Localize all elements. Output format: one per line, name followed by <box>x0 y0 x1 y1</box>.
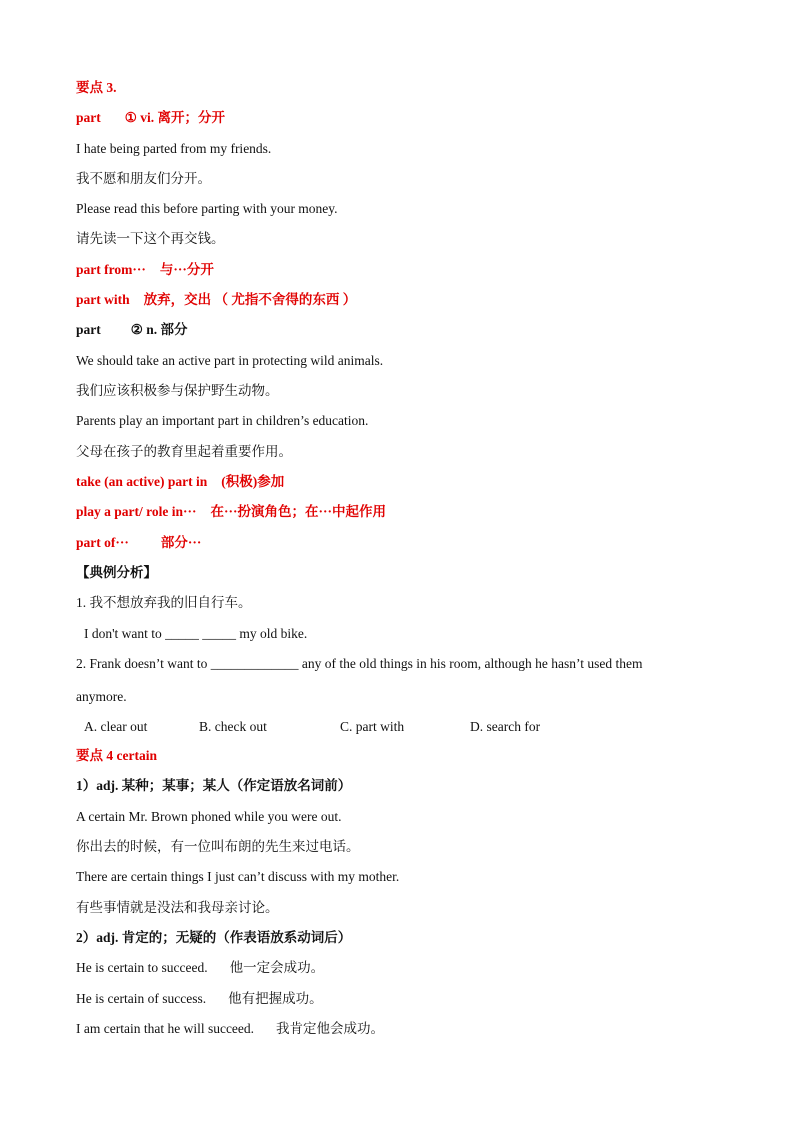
definition: ① vi. 离开；分开 <box>124 110 225 125</box>
example-pair <box>76 990 323 1008</box>
phrase-meaning: 与···分开 <box>159 262 214 277</box>
section-heading-3: 要点 3. <box>76 80 117 95</box>
phrase-take-part-in <box>76 473 284 491</box>
headword: part <box>76 322 101 337</box>
phrase: part with <box>76 292 130 307</box>
example-analysis-heading: 【典例分析】 <box>76 565 157 580</box>
example-pair <box>76 959 324 977</box>
example-english: He is certain of success. <box>76 991 207 1006</box>
phrase-part-of <box>76 534 201 552</box>
option-c: C. part with <box>340 719 405 734</box>
exercise-1-sentence: I don't want to _____ _____ my old bike. <box>84 626 308 641</box>
phrase: take (an active) part in <box>76 474 208 489</box>
definition: ② n. 部分 <box>130 322 188 337</box>
sense-1-heading: 1）adj. 某种；某事；某人（作定语放名词前） <box>76 778 352 793</box>
phrase-meaning: 放弃，交出 （ 尤指不舍得的东西 ） <box>143 292 357 307</box>
example-chinese: 我不愿和朋友们分开。 <box>76 171 211 186</box>
option-d: D. search for <box>470 719 541 734</box>
phrase: play a part/ role in··· <box>76 504 197 519</box>
phrase-part-from <box>76 261 214 279</box>
example-english: Parents play an important part in children’s education. <box>76 413 369 428</box>
example-chinese: 父母在孩子的教育里起着重要作用。 <box>76 444 292 459</box>
example-english: A certain Mr. Brown phoned while you were out. <box>76 809 342 824</box>
section-heading-4: 要点 4 certain <box>76 748 157 763</box>
exercise-2-options <box>0 718 800 736</box>
phrase: part of··· <box>76 535 129 550</box>
example-chinese: 他有把握成功。 <box>228 991 323 1006</box>
example-chinese: 他一定会成功。 <box>229 960 325 975</box>
option-b: B. check out <box>199 719 267 734</box>
example-english: I am certain that he will succeed. <box>76 1021 255 1036</box>
phrase-meaning: 在···扮演角色；在···中起作用 <box>210 504 387 519</box>
phrase-meaning: (积极)参加 <box>221 474 285 489</box>
example-english: He is certain to succeed. <box>76 960 208 975</box>
exercise-2-continuation: anymore. <box>76 689 127 704</box>
example-pair <box>76 1020 384 1038</box>
example-chinese: 你出去的时候，有一位叫布朗的先生来过电话。 <box>76 839 360 854</box>
example-chinese: 有些事情就是没法和我母亲讨论。 <box>76 900 279 915</box>
phrase-play-a-part <box>76 503 386 521</box>
example-english: We should take an active part in protecting wild animals. <box>76 353 384 368</box>
phrase-part-with <box>76 291 356 309</box>
exercise-2-sentence: 2. Frank doesn’t want to _____________ any of the old things in his room, although he hasn’t used them <box>76 656 643 671</box>
example-chinese: 我肯定他会成功。 <box>276 1021 385 1036</box>
phrase: part from··· <box>76 262 146 277</box>
option-a: A. clear out <box>84 719 148 734</box>
exercise-1-prompt: 1. 我不想放弃我的旧自行车。 <box>76 595 252 610</box>
phrase-meaning: 部分··· <box>160 535 202 550</box>
example-chinese: 请先读一下这个再交钱。 <box>76 231 225 246</box>
definition-heading-vi <box>76 109 225 127</box>
example-english: I hate being parted from my friends. <box>76 141 272 156</box>
definition-heading-n <box>76 321 188 339</box>
example-chinese: 我们应该积极参与保护野生动物。 <box>76 383 279 398</box>
example-english: There are certain things I just can’t discuss with my mother. <box>76 869 400 884</box>
sense-2-heading: 2）adj. 肯定的；无疑的（作表语放系动词后） <box>76 930 352 945</box>
headword: part <box>76 110 101 125</box>
example-english: Please read this before parting with your money. <box>76 201 338 216</box>
